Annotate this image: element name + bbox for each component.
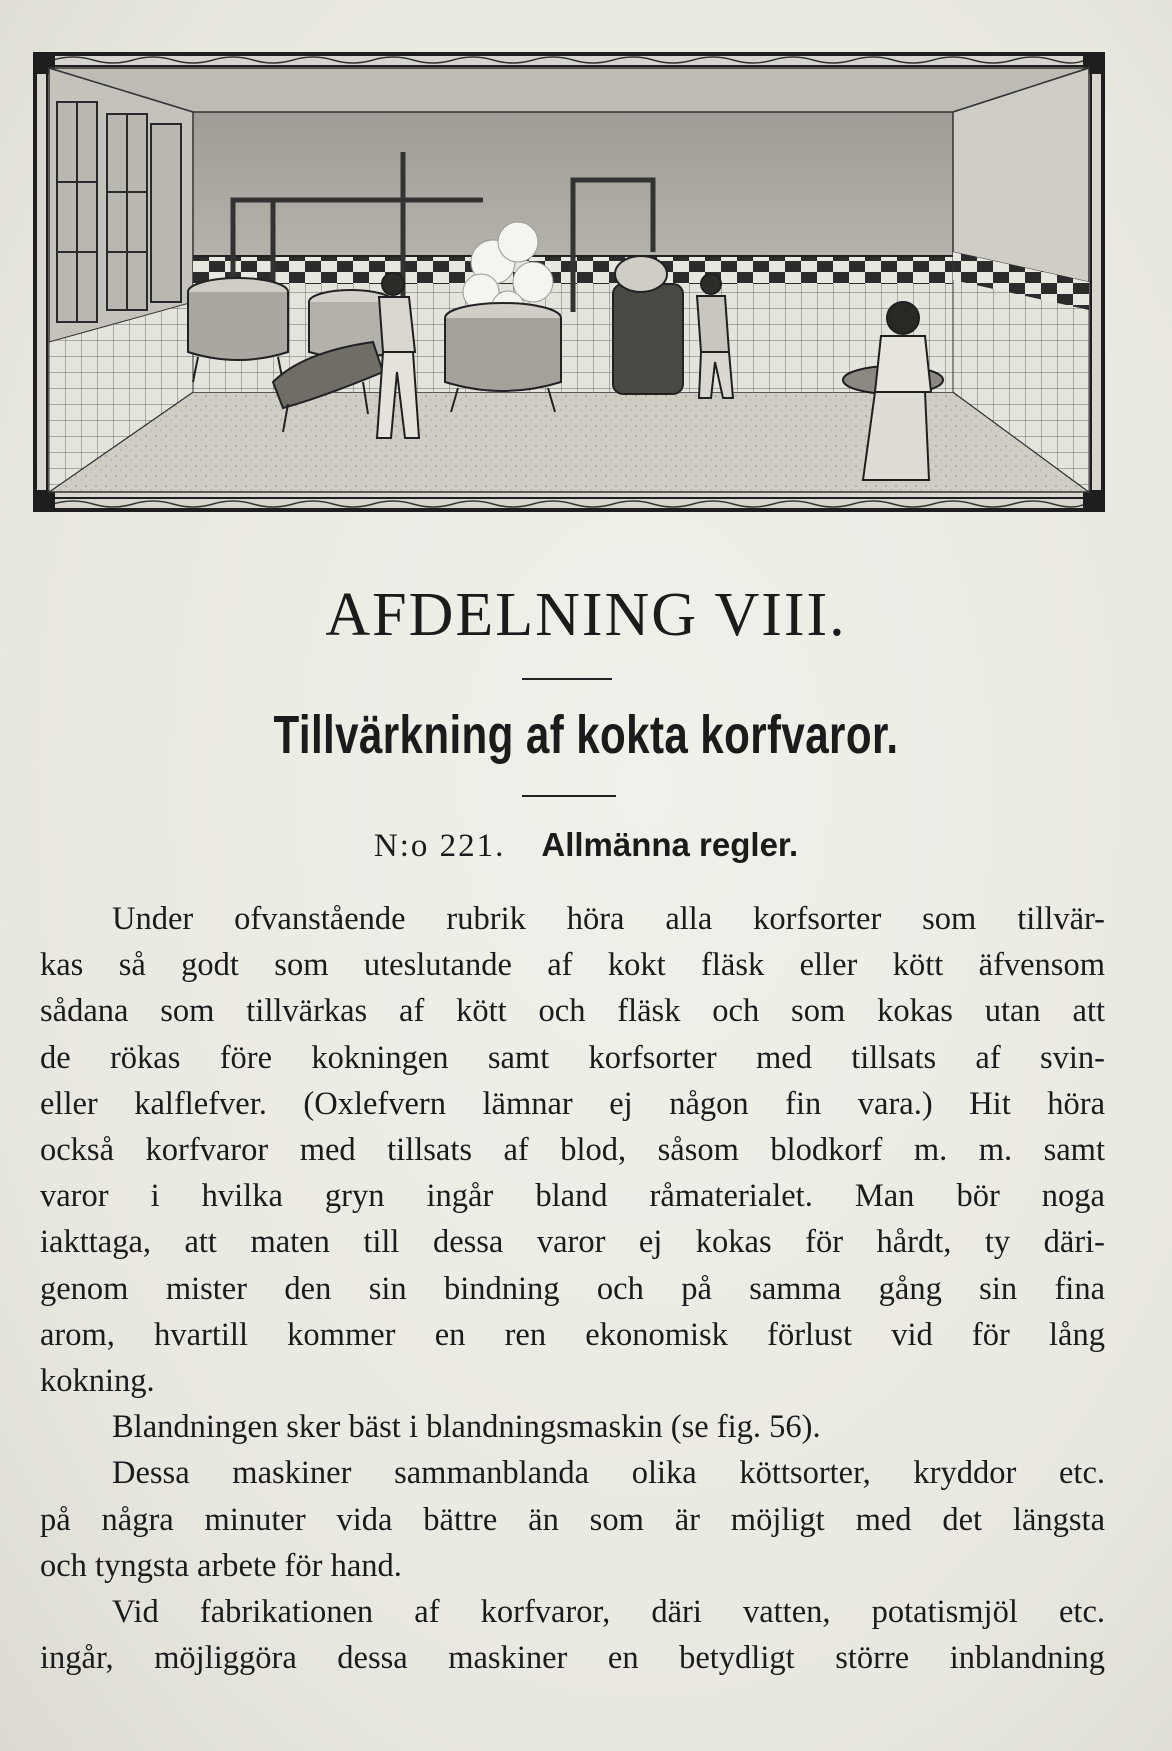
body-line: Vid fabrikationen af korfvaror, däri vatten, potatismjöl etc. xyxy=(112,1594,1105,1631)
section-heading: AFDELNING VIII. xyxy=(325,581,847,649)
subsection-name: Allmänna regler. xyxy=(541,826,799,863)
body-line: de rökas före kokningen samt korfsorter med tillsats af svin- xyxy=(40,1039,1105,1076)
body-line: eller kalflefver. (Oxlefvern lämnar ej någon fin vara.) Hit höra xyxy=(40,1085,1105,1122)
subsection-number: N:o 221. xyxy=(373,828,506,864)
body-line: Dessa maskiner sammanblanda olika köttsorter, kryddor etc. xyxy=(112,1455,1105,1492)
body-line: Under ofvanstående rubrik höra alla korfsorter som tillvär- xyxy=(112,901,1105,937)
body-line: på några minuter vida bättre än som är möjligt med det längsta xyxy=(40,1501,1105,1538)
body-text xyxy=(40,896,1105,1681)
body-line: ingår, möjliggöra dessa maskiner en betydligt större inblandning xyxy=(40,1640,1105,1677)
body-line: arom, hvartill kommer en ren ekonomisk förlust vid för lång xyxy=(40,1316,1105,1353)
body-line: varor i hvilka gryn ingår bland råmaterialet. Man bör noga xyxy=(40,1178,1105,1215)
subsection-heading xyxy=(0,826,1172,865)
body-line: också korfvaror med tillsats af blod, såsom blodkorf m. m. samt xyxy=(40,1132,1105,1169)
body-line: och tyngsta arbete för hand. xyxy=(40,1547,402,1584)
body-line: Blandningen sker bäst i blandningsmaskin (se fig. 56). xyxy=(112,1409,821,1446)
divider-rule-top xyxy=(522,678,612,680)
chapter-title: Tillvärkning af kokta korfvaror. xyxy=(273,705,899,765)
body-line: sådana som tillvärkas af kött och fläsk och som kokas utan att xyxy=(40,993,1105,1030)
divider-rule-bottom xyxy=(522,795,616,797)
body-line: kas så godt som uteslutande af kokt fläsk eller kött äfvensom xyxy=(40,947,1105,984)
kitchen-illustration xyxy=(33,52,1105,512)
body-line: kokning. xyxy=(40,1363,155,1400)
body-line: genom mister den sin bindning och på samma gång sin fina xyxy=(40,1270,1105,1307)
body-line: iakttaga, att maten till dessa varor ej kokas för hårdt, ty däri- xyxy=(40,1224,1105,1261)
